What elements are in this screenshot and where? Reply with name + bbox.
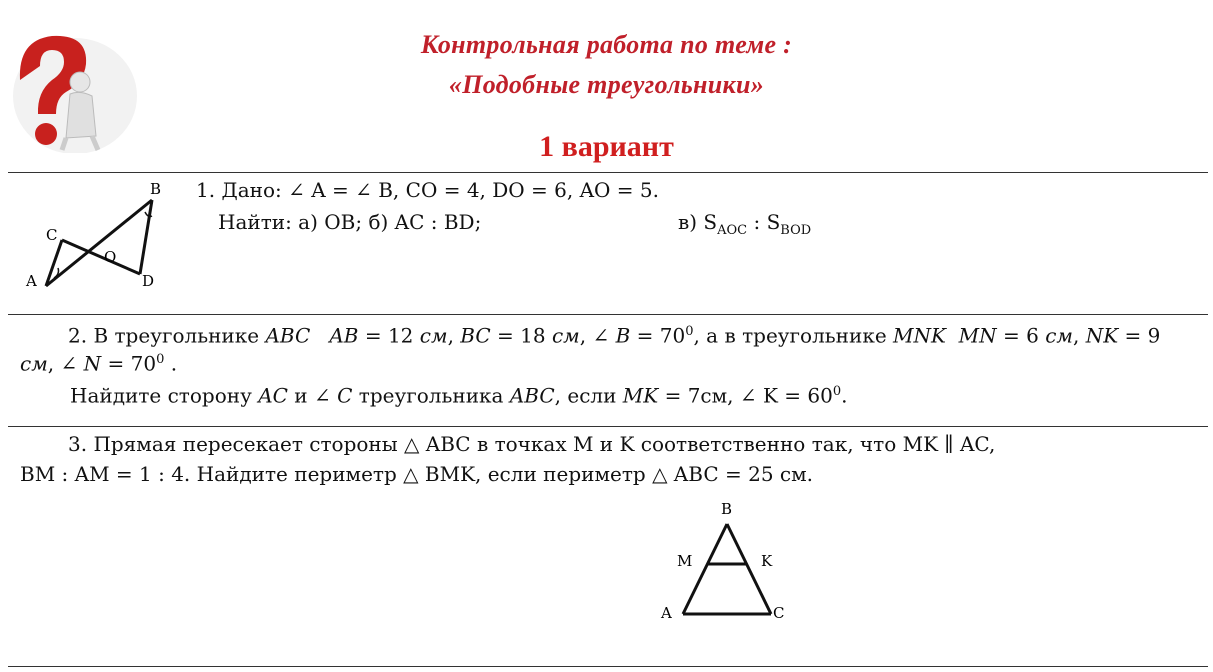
label-a: A xyxy=(661,604,672,622)
task2-line2: см, ∠ $N = 70^0$ . xyxy=(20,351,178,376)
label-o: O xyxy=(104,248,117,266)
title-line-1: Контрольная работа по теме : xyxy=(420,30,793,59)
title-line-2: «Подобные треугольники» xyxy=(448,70,765,99)
segment-cd xyxy=(62,240,140,274)
label-c: C xyxy=(46,226,58,244)
label-c: C xyxy=(773,604,785,622)
task1-figure xyxy=(20,178,170,296)
label-d: D xyxy=(142,272,155,290)
task1-find-ab: Найти: а) OB; б) AC : BD; xyxy=(218,210,482,234)
task2-line3: Найдите сторону AC и ∠ C треугольника ABC, если MK = 7см, ∠ $K = 60^0$. xyxy=(70,383,848,408)
divider xyxy=(8,666,1208,667)
label-b: B xyxy=(721,500,733,518)
divider xyxy=(8,314,1208,315)
task1-given: 1. Дано: ∠ A = ∠ B, CO = 4, DO = 6, AO = 5. xyxy=(196,178,659,202)
variant-heading: 1 вариант xyxy=(539,130,674,163)
divider xyxy=(8,426,1208,427)
task2-line1: 2. В треугольнике ABC AB = 12 см, BC = 18 см, ∠ $B = 70^0$, а в треугольнике MNK MN = 6 см, NK = 9 xyxy=(68,323,1161,348)
task1-find-c: в) $S_{AOC}$ : $S_{BOD}$ xyxy=(678,210,812,238)
label-m: M xyxy=(677,552,693,570)
label-a: A xyxy=(26,272,37,290)
label-b: B xyxy=(150,180,162,198)
task3-line1: 3. Прямая пересекает стороны △ ABC в точках M и K соответственно так, что MK ∥ AC, xyxy=(68,432,996,456)
task3-figure xyxy=(655,496,795,626)
segment-bd xyxy=(140,200,152,274)
task3-line2: BM : AM = 1 : 4. Найдите периметр △ BMK, если периметр △ ABC = 25 см. xyxy=(20,462,814,486)
label-k: K xyxy=(761,552,773,570)
divider xyxy=(8,172,1208,173)
